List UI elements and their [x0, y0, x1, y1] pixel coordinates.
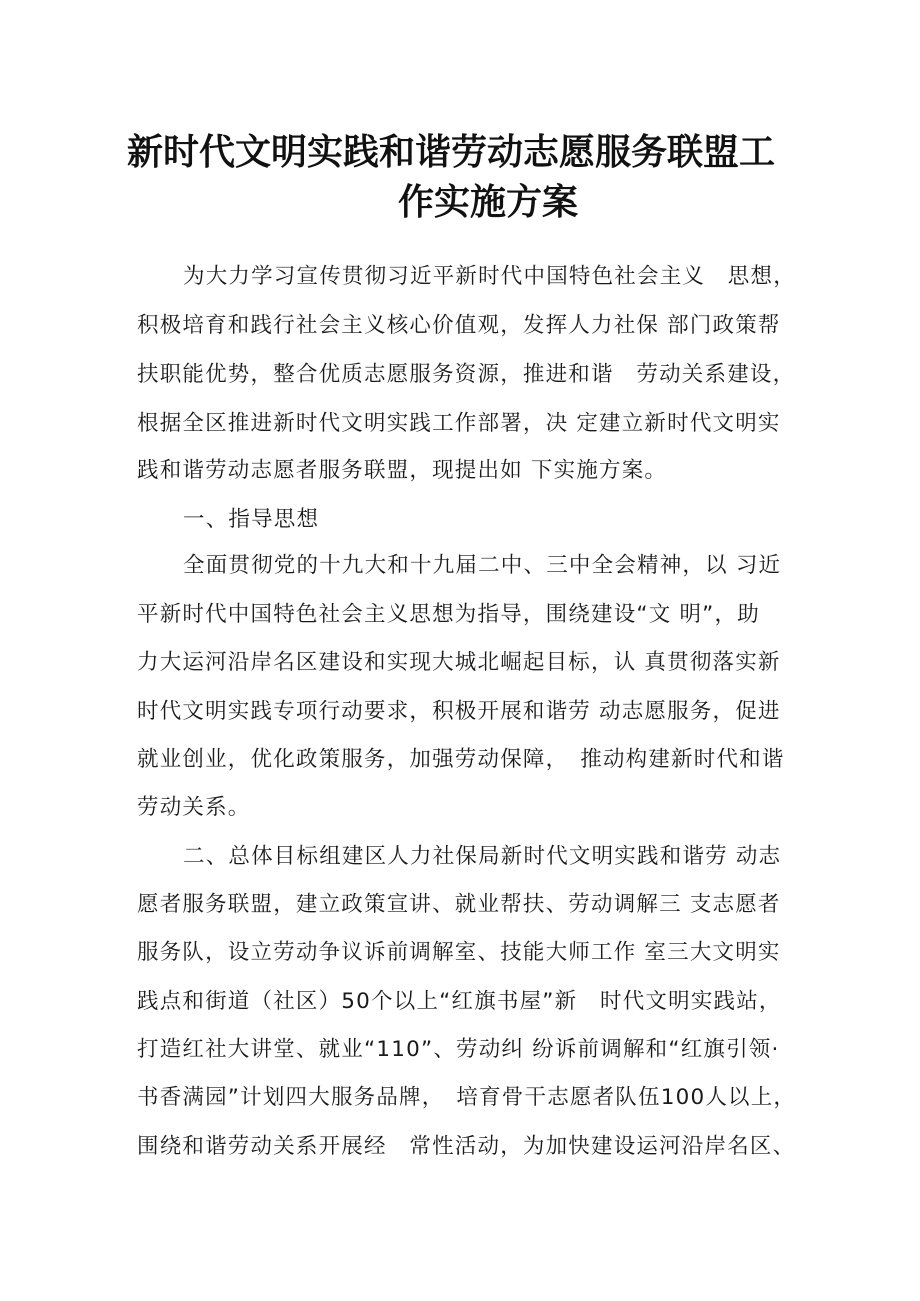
paragraph-line: 根据全区推进新时代文明实践工作部署，决 定建立新时代文明实 [137, 411, 781, 436]
paragraph-line: 书香满园”计划四大服务品牌， 培育骨干志愿者队伍100人以上， [137, 1085, 797, 1110]
paragraph-line: 力大运河沿岸名区建设和实现大城北崛起目标，认 真贯彻落实新 [137, 650, 781, 675]
paragraph-line: 愿者服务联盟，建立政策宣讲、就业帮扶、劳动调解三 支志愿者 [137, 892, 781, 917]
section-heading: 二、总体目标组建区人力社保局新时代文明实践和谐劳 动志 [183, 844, 782, 869]
document-title-line-1: 新时代文明实践和谐劳动志愿服务联盟工 [126, 132, 775, 173]
paragraph-line: 时代文明实践专项行动要求，积极开展和谐劳 动志愿服务，促进 [137, 699, 781, 724]
paragraph-line: 打造红社大讲堂、就业“110”、劳动纠 纷诉前调解和“红旗引领· [137, 1037, 780, 1062]
paragraph-line: 践和谐劳动志愿者服务联盟，现提出如 下实施方案。 [137, 458, 668, 483]
paragraph-line: 服务队，设立劳动争议诉前调解室、技能大师工作 室三大文明实 [137, 940, 781, 965]
section-heading: 一、指导思想 [183, 507, 320, 532]
paragraph-line: 积极培育和践行社会主义核心价值观，发挥人力社保 部门政策帮 [137, 313, 781, 338]
paragraph-line: 劳动关系。 [137, 795, 251, 820]
paragraph-line: 平新时代中国特色社会主义思想为指导，围绕建设“文 明”，助 [137, 602, 760, 627]
paragraph-line: 全面贯彻党的十九大和十九届二中、三中全会精神，以 习近 [183, 553, 782, 578]
paragraph-line: 扶职能优势，整合优质志愿服务资源，推进和谐 劳动关系建设， [137, 362, 796, 387]
paragraph-line: 为大力学习宣传贯彻习近平新时代中国特色社会主义 思想， [183, 264, 796, 289]
paragraph-line: 就业创业，优化政策服务，加强劳动保障， 推动构建新时代和谐 [137, 747, 785, 772]
document-title-line-2: 作实施方案 [397, 182, 578, 223]
paragraph-line: 践点和街道（社区）50个以上“红旗书屋”新 时代文明实践站， [137, 989, 782, 1014]
paragraph-line: 围绕和谐劳动关系开展经 常性活动，为加快建设运河沿岸名区、 [137, 1134, 796, 1159]
